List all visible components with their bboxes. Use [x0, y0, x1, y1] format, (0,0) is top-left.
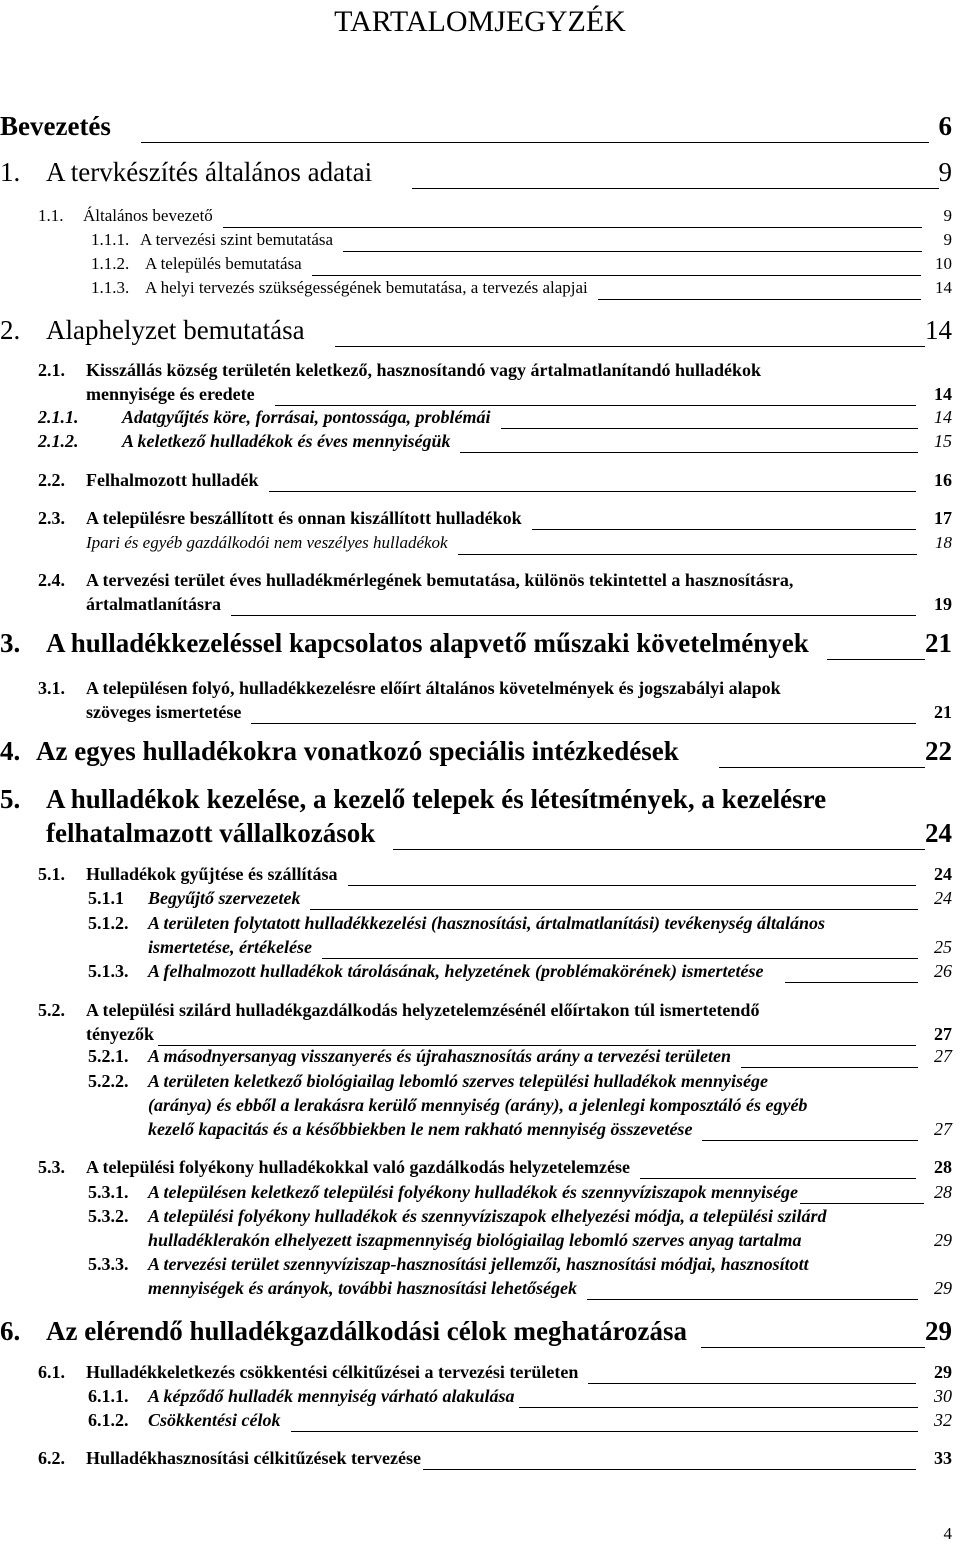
toc-entry-text: A területen keletkező biológiailag lebomló szerves települési hulladékok mennyisége	[148, 1071, 768, 1091]
toc-entry-text: Felhalmozott hulladék	[86, 470, 259, 490]
toc-entry-number: 5.2.1.	[88, 1046, 129, 1066]
toc-page-number: 15	[934, 431, 952, 451]
toc-entry-text: A hulladékkezeléssel kapcsolatos alapvető műszaki követelmények	[46, 628, 809, 658]
toc-page-number: 9	[938, 157, 952, 187]
toc-entry-1-1-3[interactable]	[91, 276, 952, 300]
toc-entry-5-3-1[interactable]	[88, 1180, 952, 1204]
toc-entry-text-line-3: kezelő kapacitás és a későbbiekben le nem rakható mennyiség összevetése	[148, 1119, 693, 1139]
toc-entry-number: 1.	[0, 157, 21, 187]
toc-entry-number: 5.1.	[38, 864, 65, 884]
toc-page-number: 28	[934, 1182, 952, 1202]
toc-page-number: 6	[938, 111, 952, 141]
toc-entry-number: 6.2.	[38, 1448, 65, 1468]
toc-entry-bevezetes[interactable]	[0, 109, 952, 143]
toc-entry-number: 5.3.2.	[88, 1206, 129, 1226]
toc-entry-5-1-2[interactable]	[88, 911, 952, 959]
toc-entry-text-line-2: ártalmatlanításra	[86, 594, 221, 614]
toc-entry-number: 2.1.1.	[38, 407, 79, 427]
toc-leader-line	[532, 529, 916, 530]
toc-entry-number: 6.1.1.	[88, 1386, 129, 1406]
toc-entry-number: 1.1.3.	[91, 278, 130, 297]
toc-entry-number: 3.	[0, 628, 21, 658]
toc-entry-text-line-2: ismertetése, értékelése	[148, 937, 312, 957]
toc-entry-text-line-2: hulladéklerakón elhelyezett iszapmennyiség biológiailag lebomló szerves anyag tartalma	[148, 1230, 802, 1250]
toc-entry-ipari[interactable]	[86, 531, 952, 555]
toc-leader-line	[741, 1067, 918, 1068]
toc-entry-number: 1.1.	[38, 206, 64, 225]
toc-entry-text: A tervkészítés általános adatai	[46, 157, 373, 187]
toc-entry-number: 2.1.	[38, 360, 65, 380]
toc-entry-6-1[interactable]	[38, 1360, 952, 1384]
toc-page-number: 26	[934, 961, 952, 981]
toc-entry-text: Alaphelyzet bemutatása	[46, 315, 305, 345]
toc-leader-line	[393, 849, 925, 850]
toc-entry-5-2-2[interactable]	[88, 1069, 952, 1141]
toc-entry-text: A települési folyékony hulladékok és szennyvíziszapok elhelyezési módja, a települési szilárd	[148, 1206, 827, 1226]
toc-entry-5-3-2[interactable]	[88, 1204, 952, 1252]
toc-page-number: 29	[925, 1316, 952, 1346]
toc-page-number: 18	[935, 533, 952, 552]
toc-leader-line	[785, 982, 918, 983]
toc-entry-5-1[interactable]	[38, 862, 952, 886]
toc-entry-5-3[interactable]	[38, 1155, 952, 1179]
toc-entry-number: 5.3.3.	[88, 1254, 129, 1274]
toc-leader-line	[310, 909, 918, 910]
toc-page-number: 17	[934, 508, 952, 528]
toc-entry-number: 6.1.2.	[88, 1410, 129, 1430]
toc-entry-text: Adatgyűjtés köre, forrásai, pontossága, problémái	[122, 407, 491, 427]
toc-page-number: 19	[934, 594, 952, 614]
toc-leader-line	[423, 1469, 916, 1470]
toc-page-number: 21	[934, 702, 952, 722]
toc-entry-2[interactable]	[0, 313, 952, 347]
toc-entry-2-4[interactable]	[38, 568, 952, 616]
toc-entry-6-1-1[interactable]	[88, 1384, 952, 1408]
toc-entry-4[interactable]	[0, 734, 952, 768]
toc-entry-text: A felhalmozott hulladékok tárolásának, helyzetének (problémakörének) ismertetése	[148, 961, 764, 981]
toc-entry-6-2[interactable]	[38, 1446, 952, 1470]
page-number: 4	[943, 1524, 952, 1543]
toc-entry-text-line-2: mennyisége és eredete	[86, 384, 255, 404]
toc-entry-5-3-3[interactable]	[88, 1252, 952, 1300]
toc-entry-number: 5.	[0, 784, 21, 814]
toc-entry-text: A keletkező hulladékok és éves mennyiségük	[122, 431, 451, 451]
toc-leader-line	[251, 723, 916, 724]
toc-page-number: 14	[935, 278, 952, 297]
toc-page-number: 14	[934, 407, 952, 427]
toc-entry-6[interactable]	[0, 1314, 952, 1348]
toc-entry-text: A tervezési terület éves hulladékmérlegének bemutatása, különös tekintettel a hasznosításra,	[86, 570, 794, 590]
toc-entry-1-1-1[interactable]	[91, 228, 952, 252]
toc-entry-2-3[interactable]	[38, 506, 952, 530]
toc-entry-text: A helyi tervezés szükségességének bemutatása, a tervezés alapjai	[145, 278, 588, 297]
toc-page-number: 16	[934, 470, 952, 490]
toc-entry-number: 3.1.	[38, 678, 65, 698]
toc-page-number: 14	[934, 384, 952, 404]
toc-entry-text-line-2: mennyiségek és arányok, további hasznosítási lehetőségek	[148, 1278, 577, 1298]
toc-leader-line	[412, 188, 938, 189]
toc-entry-number: 5.1.1	[88, 888, 124, 908]
toc-entry-number: 4.	[0, 736, 21, 766]
toc-entry-text: Hulladékhasznosítási célkitűzések tervezése	[86, 1448, 421, 1468]
toc-leader-line	[598, 299, 921, 300]
toc-entry-text: Kisszállás község területén keletkező, hasznosítandó vagy ártalmatlanítandó hulladékok	[86, 360, 762, 380]
toc-entry-text: Bevezetés	[0, 111, 111, 141]
toc-entry-number: 5.3.1.	[88, 1182, 129, 1202]
toc-entry-6-1-2[interactable]	[88, 1408, 952, 1432]
toc-page-number: 22	[925, 736, 952, 766]
toc-entry-text: A településen folyó, hulladékkezelésre előírt általános követelmények és jogszabályi alapok	[86, 678, 781, 698]
toc-page-number: 10	[935, 254, 952, 273]
toc-entry-text: Ipari és egyéb gazdálkodói nem veszélyes hulladékok	[86, 533, 448, 552]
toc-leader-line	[335, 346, 925, 347]
toc-page-number: 29	[934, 1230, 952, 1250]
toc-entry-text: A képződő hulladék mennyiség várható alakulása	[148, 1386, 515, 1406]
toc-entry-number: 6.	[0, 1316, 21, 1346]
toc-entry-number: 5.1.2.	[88, 913, 129, 933]
toc-leader-line	[640, 1178, 916, 1179]
toc-page-number: 27	[934, 1024, 952, 1044]
toc-entry-2-2[interactable]	[38, 468, 952, 492]
toc-entry-number: 2.3.	[38, 508, 65, 528]
toc-entry-number: 2.1.2.	[38, 431, 79, 451]
toc-page-number: 29	[934, 1362, 952, 1382]
toc-entry-text: Begyűjtő szervezetek	[148, 888, 301, 908]
toc-entry-number: 1.1.1.	[91, 230, 130, 249]
toc-leader-line	[827, 659, 925, 660]
toc-entry-number: 5.3.	[38, 1157, 65, 1177]
toc-entry-number: 1.1.2.	[91, 254, 130, 273]
toc-page-number: 30	[934, 1386, 952, 1406]
toc-entry-text: A településen keletkező települési folyékony hulladékok és szennyvíziszapok mennyisége	[148, 1182, 798, 1202]
toc-entry-2-1-2[interactable]	[38, 429, 952, 453]
toc-leader-line	[719, 767, 925, 768]
toc-entry-text: Az elérendő hulladékgazdálkodási célok meghatározása	[46, 1316, 688, 1346]
toc-entry-number: 6.1.	[38, 1362, 65, 1382]
toc-entry-text: A településre beszállított és onnan kiszállított hulladékok	[86, 508, 522, 528]
toc-leader-line	[269, 491, 916, 492]
toc-entry-5-2[interactable]	[38, 998, 952, 1046]
toc-entry-2-1[interactable]	[38, 358, 952, 406]
toc-leader-line	[702, 1140, 918, 1141]
toc-leader-line	[231, 615, 916, 616]
toc-entry-1-1[interactable]	[38, 204, 952, 228]
toc-entry-text: Hulladékok gyűjtése és szállítása	[86, 864, 338, 884]
toc-entry-1-1-2[interactable]	[91, 252, 952, 276]
toc-entry-number: 2.	[0, 315, 21, 345]
toc-page-number: 28	[934, 1157, 952, 1177]
toc-page-number: 24	[934, 864, 952, 884]
toc-entry-number: 5.2.2.	[88, 1071, 129, 1091]
toc-entry-text: Csökkentési célok	[148, 1410, 281, 1430]
toc-entry-3[interactable]	[0, 626, 952, 660]
toc-entry-text: Általános bevezető	[83, 206, 213, 225]
toc-leader-line	[291, 1431, 919, 1432]
toc-entry-5-1-3[interactable]	[88, 959, 952, 983]
toc-entry-5[interactable]	[0, 782, 952, 850]
toc-entry-1[interactable]	[0, 155, 952, 189]
toc-entry-number: 5.2.	[38, 1000, 65, 1020]
toc-leader-line	[587, 1299, 918, 1300]
toc-page-number: 9	[943, 206, 952, 225]
toc-entry-text-line-2: (aránya) és ebből a lerakásra kerülő mennyiség (arány), a jelenlegi komposztáló és egyéb	[148, 1095, 808, 1115]
toc-entry-text: A területen folytatott hulladékkezelési (hasznosítási, ártalmatlanítási) tevékenység általános	[148, 913, 826, 933]
toc-entry-text-line-2: szöveges ismertetése	[86, 702, 242, 722]
toc-entry-5-2-1[interactable]	[88, 1044, 952, 1068]
toc-entry-text: A másodnyersanyag visszanyerés és újrahasznosítás arány a tervezési területen	[148, 1046, 732, 1066]
toc-entry-text-line-2: tényezők	[86, 1024, 154, 1044]
toc-entry-text: A település bemutatása	[145, 254, 302, 273]
toc-page-number: 24	[925, 818, 952, 848]
toc-page-number: 29	[934, 1278, 952, 1298]
toc-leader-line	[460, 452, 918, 453]
page-title: TARTALOMJEGYZÉK	[334, 5, 626, 38]
toc-page-number: 32	[934, 1410, 952, 1430]
toc-entry-text: Hulladékkeletkezés csökkentési célkitűzései a tervezési területen	[86, 1362, 579, 1382]
toc-entry-3-1[interactable]	[38, 676, 952, 724]
toc-entry-text-line-2: felhatalmazott vállalkozások	[46, 818, 376, 848]
toc-entry-2-1-1[interactable]	[38, 405, 952, 429]
toc-page-number: 27	[934, 1046, 952, 1066]
toc-page-number: 24	[934, 888, 952, 908]
toc-entry-number: 2.2.	[38, 470, 65, 490]
toc-leader-line	[458, 554, 917, 555]
toc-entry-5-1-1[interactable]	[88, 886, 952, 910]
toc-entry-text: A tervezési terület szennyvíziszap-hasznosítási jellemzői, hasznosítási módjai, hasznosított	[148, 1254, 809, 1274]
toc-entry-text: A hulladékok kezelése, a kezelő telepek és létesítmények, a kezelésre	[46, 784, 827, 814]
toc-entry-text: A tervezési szint bemutatása	[140, 230, 334, 249]
toc-entry-number: 5.1.3.	[88, 961, 129, 981]
toc-page-number: 14	[925, 315, 952, 345]
toc-leader-line	[141, 142, 929, 143]
toc-leader-line	[701, 1347, 925, 1348]
toc-entry-text: A települési folyékony hulladékokkal való gazdálkodás helyzetelemzése	[86, 1157, 631, 1177]
toc-page-number: 33	[934, 1448, 952, 1468]
toc-page-number: 21	[925, 628, 952, 658]
toc-entry-text: A települési szilárd hulladékgazdálkodás helyzetelemzésénél előírtakon túl ismertetendő	[86, 1000, 760, 1020]
toc-entry-text: Az egyes hulladékokra vonatkozó speciális intézkedések	[36, 736, 679, 766]
toc-page-number: 27	[934, 1119, 952, 1139]
toc-page-number: 25	[934, 937, 952, 957]
toc-page-number: 9	[943, 230, 952, 249]
toc-entry-number: 2.4.	[38, 570, 65, 590]
